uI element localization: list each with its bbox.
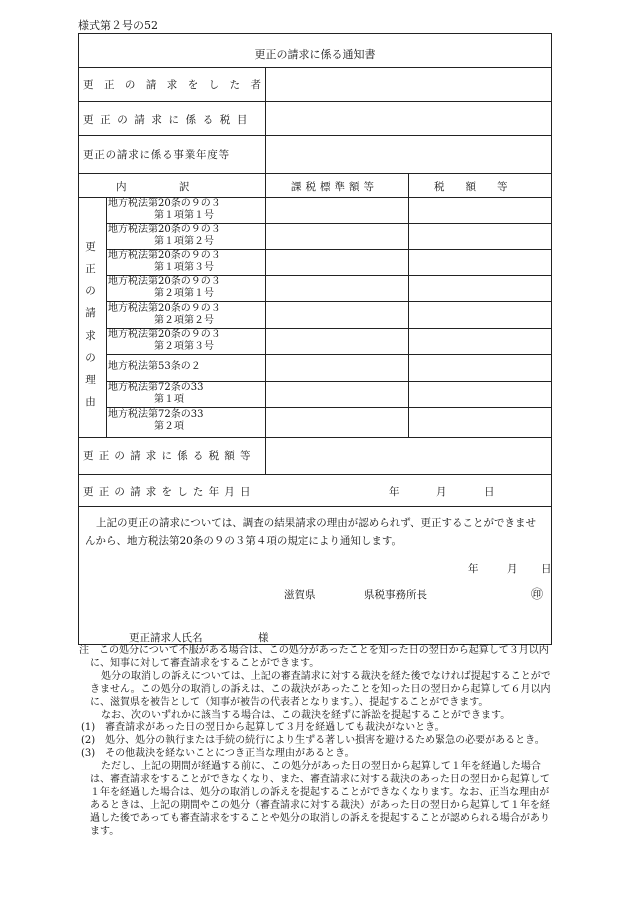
- recipient-honorific: 様: [258, 632, 269, 644]
- reason-row: 地方税法第20条の９の３ 第１項第１号: [108, 198, 221, 221]
- breakdown-header: 内 訳: [116, 181, 190, 193]
- related-tax-label: 更正の請求に係る税額等: [83, 450, 256, 462]
- form-number: 様式第２号の52: [78, 19, 158, 32]
- reason-row: 地方税法第20条の９の３ 第２項第３号: [108, 329, 221, 352]
- note-paragraph: 処分の取消しの訴えについては、上記の審査請求に対する裁決を経た後でなければ提起することができません。この処分の取消しの訴えは、この裁決があったことを知った日の翌日から起算して６月以内に、滋賀県を被告として（知事が被告の代表者となります。）、提起することができます。: [90, 670, 551, 708]
- fiscal-year-label: 更正の請求に係る事業年度等: [83, 149, 230, 161]
- issuer-office: 県税事務所長: [364, 589, 427, 601]
- request-date-day: 日: [484, 486, 495, 498]
- note-paragraph: なお、次のいずれかに該当する場合は、この裁決を経ずに訴訟を提起することができます。: [101, 709, 511, 721]
- recipient-label: 更正請求人氏名: [129, 632, 203, 644]
- issue-date-month: 月: [507, 563, 518, 575]
- tax-base-header: 課税標準額等: [291, 181, 378, 193]
- note-item: (3) その他裁決を経ないことにつき正当な理由があるとき。: [81, 748, 355, 760]
- reason-label: 更 正 の 請 求 の 理 由: [85, 241, 96, 408]
- reason-row: 地方税法第53条の２: [108, 361, 201, 372]
- appeal-notes: [79, 645, 551, 839]
- issue-date-year: 年: [468, 563, 479, 575]
- note-item: (2) 処分、処分の執行または手続の続行により生ずる著しい損害を避けるため緊急の必要があるとき。: [81, 735, 545, 747]
- issuer-prefecture: 滋賀県: [284, 589, 316, 601]
- request-date-month: 月: [436, 486, 447, 498]
- note-item: (1) 審査請求があった日の翌日から起算して３月を経過しても裁決がないとき。: [81, 722, 445, 734]
- notice-form: [78, 33, 552, 645]
- tax-amount-header: 税 額 等: [434, 181, 508, 193]
- request-date-year: 年: [389, 486, 400, 498]
- form-title: 更正の請求に係る通知書: [254, 48, 376, 61]
- reason-row: 地方税法第20条の９の３ 第２項第１号: [108, 276, 221, 299]
- issue-date-day: 日: [541, 563, 552, 575]
- note-paragraph: ただし、上記の期間が経過する前に、この処分があった日の翌日から起算して１年を経過した場合は、審査請求をすることができなくなり、また、審査請求に対する裁決のあった日の翌日から起算して１年を経過した場合は、処分の取消しの訴えを提起することができなくなります。なお、正当な理由があるときは、上記の期間やこの処分（審査請求に対する裁決）があった日の翌日から起算して１年を経過した後であっても審査請求をすることや処分の取消しの訴えを提起することが認められる場合があります。: [90, 761, 550, 837]
- note-paragraph: 注 この処分について不服がある場合は、この処分があったことを知った日の翌日から起算して３月以内に、知事に対して審査請求をすることができます。: [79, 645, 549, 669]
- notice-text: 上記の更正の請求については、調査の結果請求の理由が認められず、更正することができませんから、地方税法第20条の９の３第４項の規定により通知します。: [85, 517, 536, 547]
- reason-row: 地方税法第20条の９の３ 第１項第３号: [108, 250, 221, 273]
- reason-row: 地方税法第20条の９の３ 第１項第２号: [108, 224, 221, 247]
- tax-item-label: 更正の請求に係る税目: [83, 114, 254, 126]
- seal-icon: ㊞: [531, 587, 544, 601]
- reason-row: 地方税法第20条の９の３ 第２項第２号: [108, 303, 221, 326]
- requester-label: 更 正 の 請 求 を し た 者: [83, 79, 261, 91]
- reason-row: 地方税法第72条の33 第２項: [108, 409, 204, 432]
- reason-row: 地方税法第72条の33 第１項: [108, 382, 204, 405]
- request-date-label: 更正の請求をした年月日: [83, 486, 256, 498]
